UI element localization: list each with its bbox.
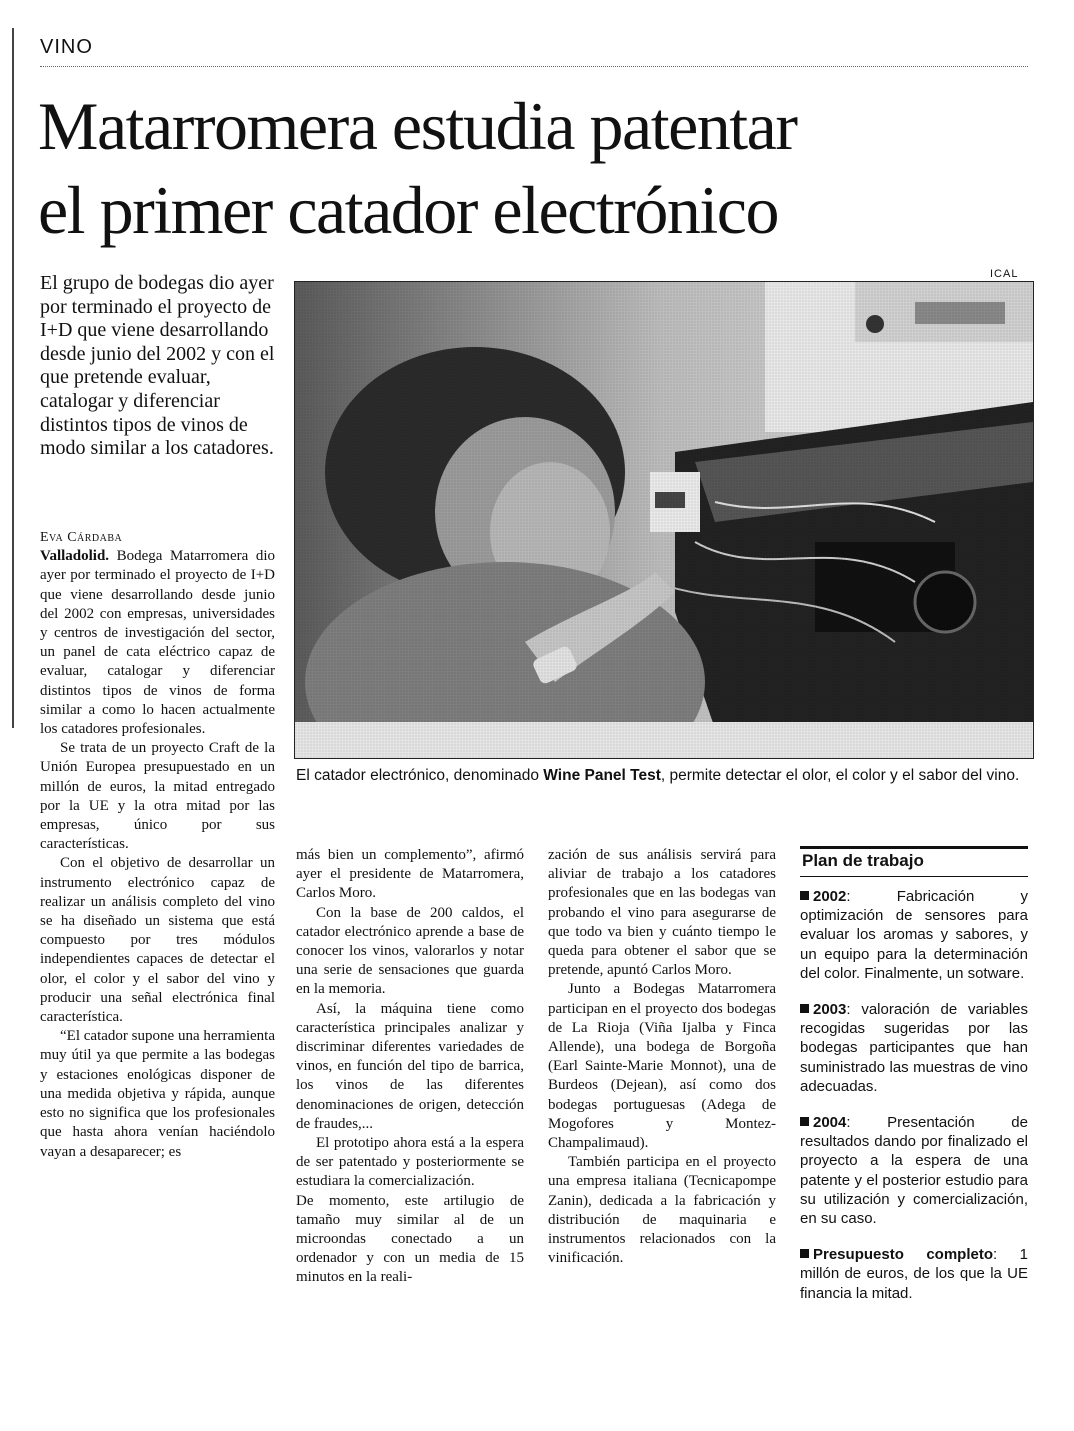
margin-rule: [12, 28, 14, 728]
article-paragraph: Junto a Bodegas Matarromera participan en el proyecto dos bodegas de La Rioja (Viña Ijalba y Finca Allende), una bodega de Borgoña (Earl Sainte-Marie Monnot), una de Burdeos (Dejean), así como dos bodegas portuguesas (Adega de Mogofores y Montez-Champalimaud).: [548, 981, 776, 1152]
article-paragraph: más bien un complemento”, afirmó ayer el presidente de Matarromera, Carlos Moro.: [296, 847, 524, 902]
headline-line-2: el primer catador electrónico: [38, 172, 778, 248]
article-column-1: [40, 528, 275, 1162]
article-paragraph: zación de sus análisis servirá para aliviar de trabajo a los catadores profesionales que en las bodegas van probando el vino para asegurarse de que todo va bien y cuánto tiempo le queda para obtener el sabor que se pretende, apuntó Carlos Moro.: [548, 847, 776, 979]
sidebar-item-text: : valoración de variables recogidas sugeridas por las bodegas participantes que han suministrado las muestras de vino adecuadas.: [800, 1001, 1028, 1095]
sidebar-title: Plan de trabajo: [800, 846, 1028, 877]
article-paragraph: Con la base de 200 caldos, el catador electrónico aprende a base de conocer los vinos, valorarlos y notar una serie de sensaciones que guarda en la memoria.: [296, 904, 524, 998]
sidebar-item-label: 2003: [813, 1001, 847, 1019]
bullet-square-icon: [800, 1004, 809, 1013]
lead-text: El grupo de bodegas dio ayer por terminado el proyecto de I+D que viene desarrollando desde junio del 2002 y con el que pretende evaluar, catalogar y diferenciar distintos tipos de vinos de modo similar a los catadores.: [40, 272, 275, 460]
article-paragraph: “El catador supone una herramienta muy útil ya que permite a las bodegas y estaciones enológicas disponer de una medida objetiva y rápida, aunque esto no significa que los profesionales que hasta ahora venían haciéndolo vayan a desaparecer; es: [40, 1028, 275, 1160]
bullet-square-icon: [800, 1249, 809, 1258]
article-paragraph: Con el objetivo de desarrollar un instrumento electrónico capaz de realizar un análisis completo del vino se ha diseñado un sistema que está compuesto por tres módulos independientes capaces de detectar el olor, el color y el sabor del vino y producir una señal electrónica final característica.: [40, 855, 275, 1026]
headline-line-1: Matarromera estudia patentar: [38, 88, 797, 164]
photo-credit: ICAL: [990, 268, 1019, 280]
photo-illustration: [295, 282, 1033, 758]
article-paragraph: También participa en el proyecto una empresa italiana (Tecnicapompe Zanin), dedicada a la fabricación y distribución de maquinaria e instrumentos relacionados con la vinificación.: [548, 1154, 776, 1267]
sidebar-box: [800, 846, 1028, 1320]
sidebar-item: [800, 1245, 1028, 1303]
article-column-3: [548, 846, 776, 1268]
article-column-2: [296, 846, 524, 1288]
article-paragraph: [40, 547, 275, 739]
caption-text-end: , permite detectar el olor, el color y el sabor del vino.: [660, 767, 1020, 784]
headline: [38, 84, 1038, 252]
article-photo: [294, 281, 1034, 759]
sidebar-item-label: 2004: [813, 1114, 847, 1132]
article-paragraph: El prototipo ahora está a la espera de ser patentado y posteriormente se estudiara la comercialización.: [296, 1135, 524, 1190]
byline: Eva Cárdaba: [40, 530, 123, 545]
sidebar-item: [800, 887, 1028, 983]
bullet-square-icon: [800, 1117, 809, 1126]
article-paragraph: De momento, este artilugio de tamaño muy similar al de un microondas conectado a un ordenador y con un media de 15 minutos en la reali-: [296, 1192, 524, 1286]
sidebar-item-text: : Fabricación y optimización de sensores para evaluar los aromas y sabores, y un equipo para la determinación del color. Finalmente, un sotware.: [800, 888, 1028, 982]
section-label: VINO: [40, 36, 93, 58]
article-paragraph: Se trata de un proyecto Craft de la Unión Europea presupuestado en un millón de euros, la mitad entregado por la UE y la otra mitad por las empresas, único por sus características.: [40, 740, 275, 853]
sidebar-item-label: 2002: [813, 888, 847, 905]
paragraph-text: Bodega Matarromera dio ayer por terminado el proyecto de I+D que viene desarrollando desde junio del 2002 con empresas, universidades y centros de investigación del sector, un panel de cata eléctrico capaz de evaluar, catalogar y diferenciar distintos tipos de vinos de forma similar a como lo hacen actualmente los catadores profesionales.: [40, 548, 275, 738]
sidebar-item-label: Presupuesto completo: [813, 1246, 994, 1264]
sidebar-item-text: : Presentación de resultados dando por finalizado el proyecto a la espera de una patente y el posterior estudio para su utilización y comercialización, en su caso.: [800, 1114, 1028, 1228]
lead-paragraph: [40, 272, 278, 461]
caption-text-start: El catador electrónico, denominado: [296, 767, 544, 784]
photo-caption: [296, 766, 1031, 785]
sidebar-item: [800, 1113, 1028, 1228]
sidebar-item: [800, 1000, 1028, 1096]
dateline-city: Valladolid.: [40, 548, 110, 565]
bullet-square-icon: [800, 891, 809, 900]
sidebar-item-text: : 1 millón de euros, de los que la UE financia la mitad.: [800, 1246, 1028, 1302]
caption-product-name: Wine Panel Test: [543, 767, 661, 784]
section-divider: [40, 66, 1028, 67]
article-paragraph: Así, la máquina tiene como característica principales analizar y discriminar diferentes variedades de vinos, en función del tipo de barrica, los vinos de las diferentes denominaciones de origen, detección de fraudes,...: [296, 1000, 524, 1132]
